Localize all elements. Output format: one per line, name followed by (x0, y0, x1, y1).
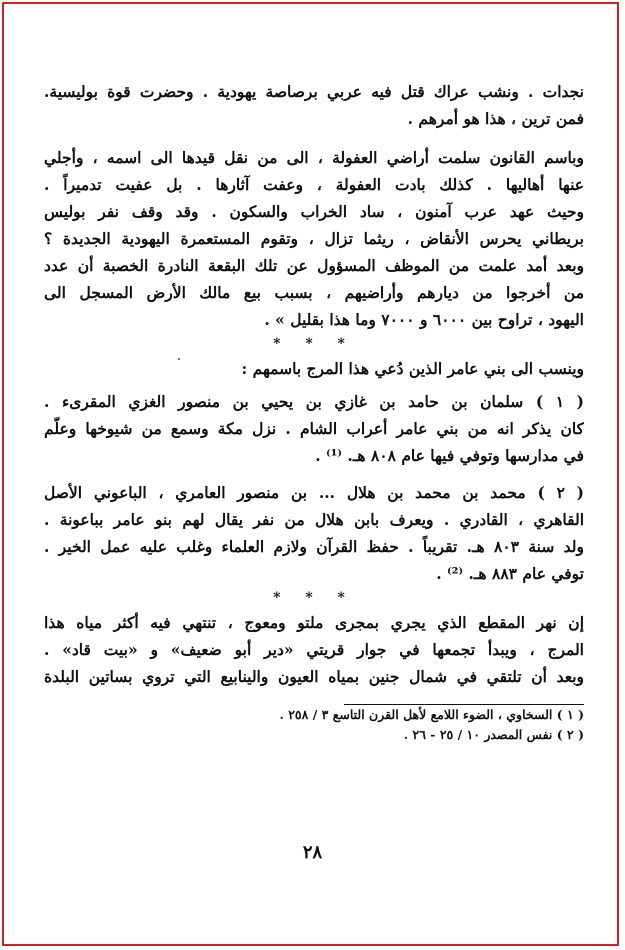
text-line: ( ٢ ) محمد بن محمد بن هلال ... بن منصور العامري ، الباعوني الأصل (44, 483, 584, 502)
text-line: وحيث عهد عرب آمنون ، ساد الخراب والسكون . وقد وقف نفر بوليس (44, 202, 584, 221)
section-separator: * * * (273, 590, 355, 606)
text-line: كان يذكر انه من بني عامر أعراب الشام . نزل مكة وسمع من شيوخها وعلّم (44, 419, 584, 438)
footnotes (44, 705, 584, 745)
text-line: ولد سنة ٨٠٣ هـ. تقريباً . حفظ القرآن ولازم العلماء وغلب عليه عمل الخير . (44, 537, 584, 556)
paragraph-1 (44, 78, 584, 132)
text-line: وبعد أن تلتقي في شمال جنين بمياه العيون والينابيع التي تروي بساتين البلدة (44, 667, 584, 686)
text-line: من أخرجوا من ديارهم وأراضيهم ، بسبب بيع مالك الأرض المسجل الى (44, 283, 584, 302)
entry-1 (44, 388, 584, 469)
section-separator: * * * (273, 336, 355, 352)
text-line: وباسم القانون سلمت أراضي العفولة ، الى من نقل قيدها الى اسمه ، وأجلي (44, 148, 584, 167)
text-line: فمن ترين ، هذا هو أمرهم . (407, 109, 584, 128)
text-line: اليهود ، تراوح بين ٦٠٠٠ و ٧٠٠٠ وما هذا بقليل » . (264, 310, 584, 329)
page-number: ٢٨ (302, 842, 323, 863)
text-line: ( ١ ) سلمان بن حامد بن غازي بن يحيي بن منصور الغزي المقرىء . (44, 392, 584, 411)
paragraph-4 (44, 609, 584, 690)
text-line: القاهري ، القادري . ويعرف بابن هلال من نفر يقال لهم بنو عامر بباعونة . (44, 510, 584, 529)
text-line: في مدارسها وتوفي فيها عام ٨٠٨ هـ. ⁽¹⁾ . (315, 446, 584, 465)
paragraph-2 (44, 144, 584, 333)
text-line: بريطاني يحرس الأنقاض ، ريثما تزال ، وتقوم المستعمرة اليهودية الجديدة ؟ (44, 229, 584, 248)
text-line: نجدات . ونشب عراك قتل فيه عربي برصاصة يهودية . وحضرت قوة بوليسية. (44, 82, 584, 101)
text-line: وينسب الى بني عامر الذين دُعي هذا المرج باسمهم : (241, 359, 584, 378)
text-line: إن نهر المقطع الذي يجري بمجرى ملتو ومعوج ، تنتهي فيه أكثر مياه هذا (44, 613, 584, 632)
text-line: وبعد أمد علمت من الموظف المسؤول عن تلك البقعة النادرة الخصبة أن عدد (44, 256, 584, 275)
text-line: توفي عام ٨٨٣ هـ. ⁽²⁾ . (436, 564, 584, 583)
footnote: ( ١ ) السخاوي ، الضوء اللامع لأهل القرن التاسع ٣ / ٢٥٨ . (279, 707, 584, 722)
page-body (44, 78, 584, 745)
text-line: المرج ، ويبدأ تجمعها في جوار قريتي «دير أبو ضعيف» و «بيت قاد» . (44, 640, 584, 659)
footnote: ( ٢ ) نفس المصدر ١٠ / ٢٥ - ٢٦ . (403, 727, 584, 742)
entry-2 (44, 479, 584, 587)
paragraph-3 (44, 355, 584, 382)
text-line: عنها أهاليها . كذلك بادت العفولة ، وعفت آثارها . بل عفيت تدميراً . (44, 175, 584, 194)
